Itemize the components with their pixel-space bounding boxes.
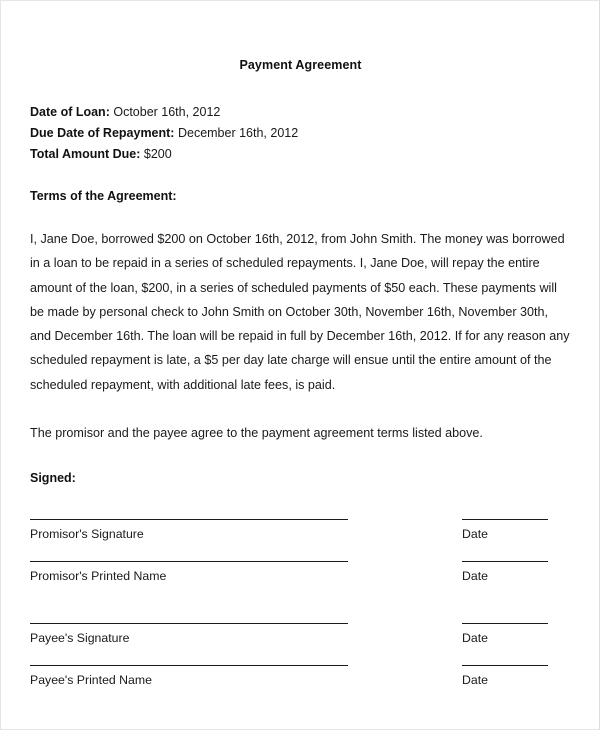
signature-rule: [30, 665, 348, 666]
signature-rule: [30, 623, 348, 624]
promisor-signature-field[interactable]: [30, 519, 348, 542]
signature-block: [30, 519, 571, 707]
payee-signature-label: Payee's Signature: [30, 631, 130, 646]
payee-printed-name-date-label: Date: [462, 673, 488, 688]
payee-printed-name-date-field[interactable]: [462, 665, 548, 688]
payee-signature-field[interactable]: [30, 623, 348, 646]
payee-printed-name-field[interactable]: [30, 665, 348, 688]
loan-summary-row: [30, 144, 571, 165]
promisor-signature-label: Promisor's Signature: [30, 527, 144, 542]
date-rule: [462, 623, 548, 624]
date-rule: [462, 665, 548, 666]
loan-summary-row: [30, 102, 571, 123]
signature-row: [30, 519, 571, 561]
terms-heading: Terms of the Agreement:: [30, 189, 177, 203]
signature-row: [30, 665, 571, 707]
payee-signature-date-field[interactable]: [462, 623, 548, 646]
loan-summary: [30, 102, 571, 165]
promisor-signature-date-label: Date: [462, 527, 488, 542]
date-rule: [462, 561, 548, 562]
signature-row: [30, 561, 571, 603]
promisor-printed-name-date-field[interactable]: [462, 561, 548, 584]
signed-heading: Signed:: [30, 471, 76, 486]
promisor-signature-date-field[interactable]: [462, 519, 548, 542]
loan-summary-row: [30, 123, 571, 144]
terms-body-paragraph: I, Jane Doe, borrowed $200 on October 16th, 2012, from John Smith. The money was borrowed in a loan to be repaid in a series of scheduled repayments. I, Jane Doe, will repay the entire amount of the loan, $200, in a series of scheduled payments of $50 each. These payments will be made by personal check to John Smith on October 30th, November 16th, November 30th, and December 16th. The loan will be repaid in full by December 16th, 2012. If for any reason any scheduled repayment is late, a $5 per day late charge will ensue until the entire amount of the scheduled repayment, with additional late fees, is paid.: [30, 232, 570, 392]
due-date-of-repayment-value: December 16th, 2012: [177, 126, 299, 140]
promisor-printed-name-field[interactable]: [30, 561, 348, 584]
date-of-loan-label: Date of Loan:: [30, 105, 110, 119]
signature-rule: [30, 519, 348, 520]
total-amount-due-value: $200: [143, 147, 172, 161]
date-rule: [462, 519, 548, 520]
promisor-printed-name-date-label: Date: [462, 569, 488, 584]
date-of-loan-value: October 16th, 2012: [113, 105, 221, 119]
due-date-of-repayment-label: Due Date of Repayment:: [30, 126, 175, 140]
signature-row: [30, 623, 571, 665]
page-title: Payment Agreement: [239, 58, 362, 72]
payee-printed-name-label: Payee's Printed Name: [30, 673, 152, 688]
agreement-statement: The promisor and the payee agree to the payment agreement terms listed above.: [30, 426, 483, 441]
promisor-printed-name-label: Promisor's Printed Name: [30, 569, 167, 584]
signature-rule: [30, 561, 348, 562]
payee-signature-date-label: Date: [462, 631, 488, 646]
total-amount-due-label: Total Amount Due:: [30, 147, 141, 161]
document-content: [30, 1, 571, 707]
